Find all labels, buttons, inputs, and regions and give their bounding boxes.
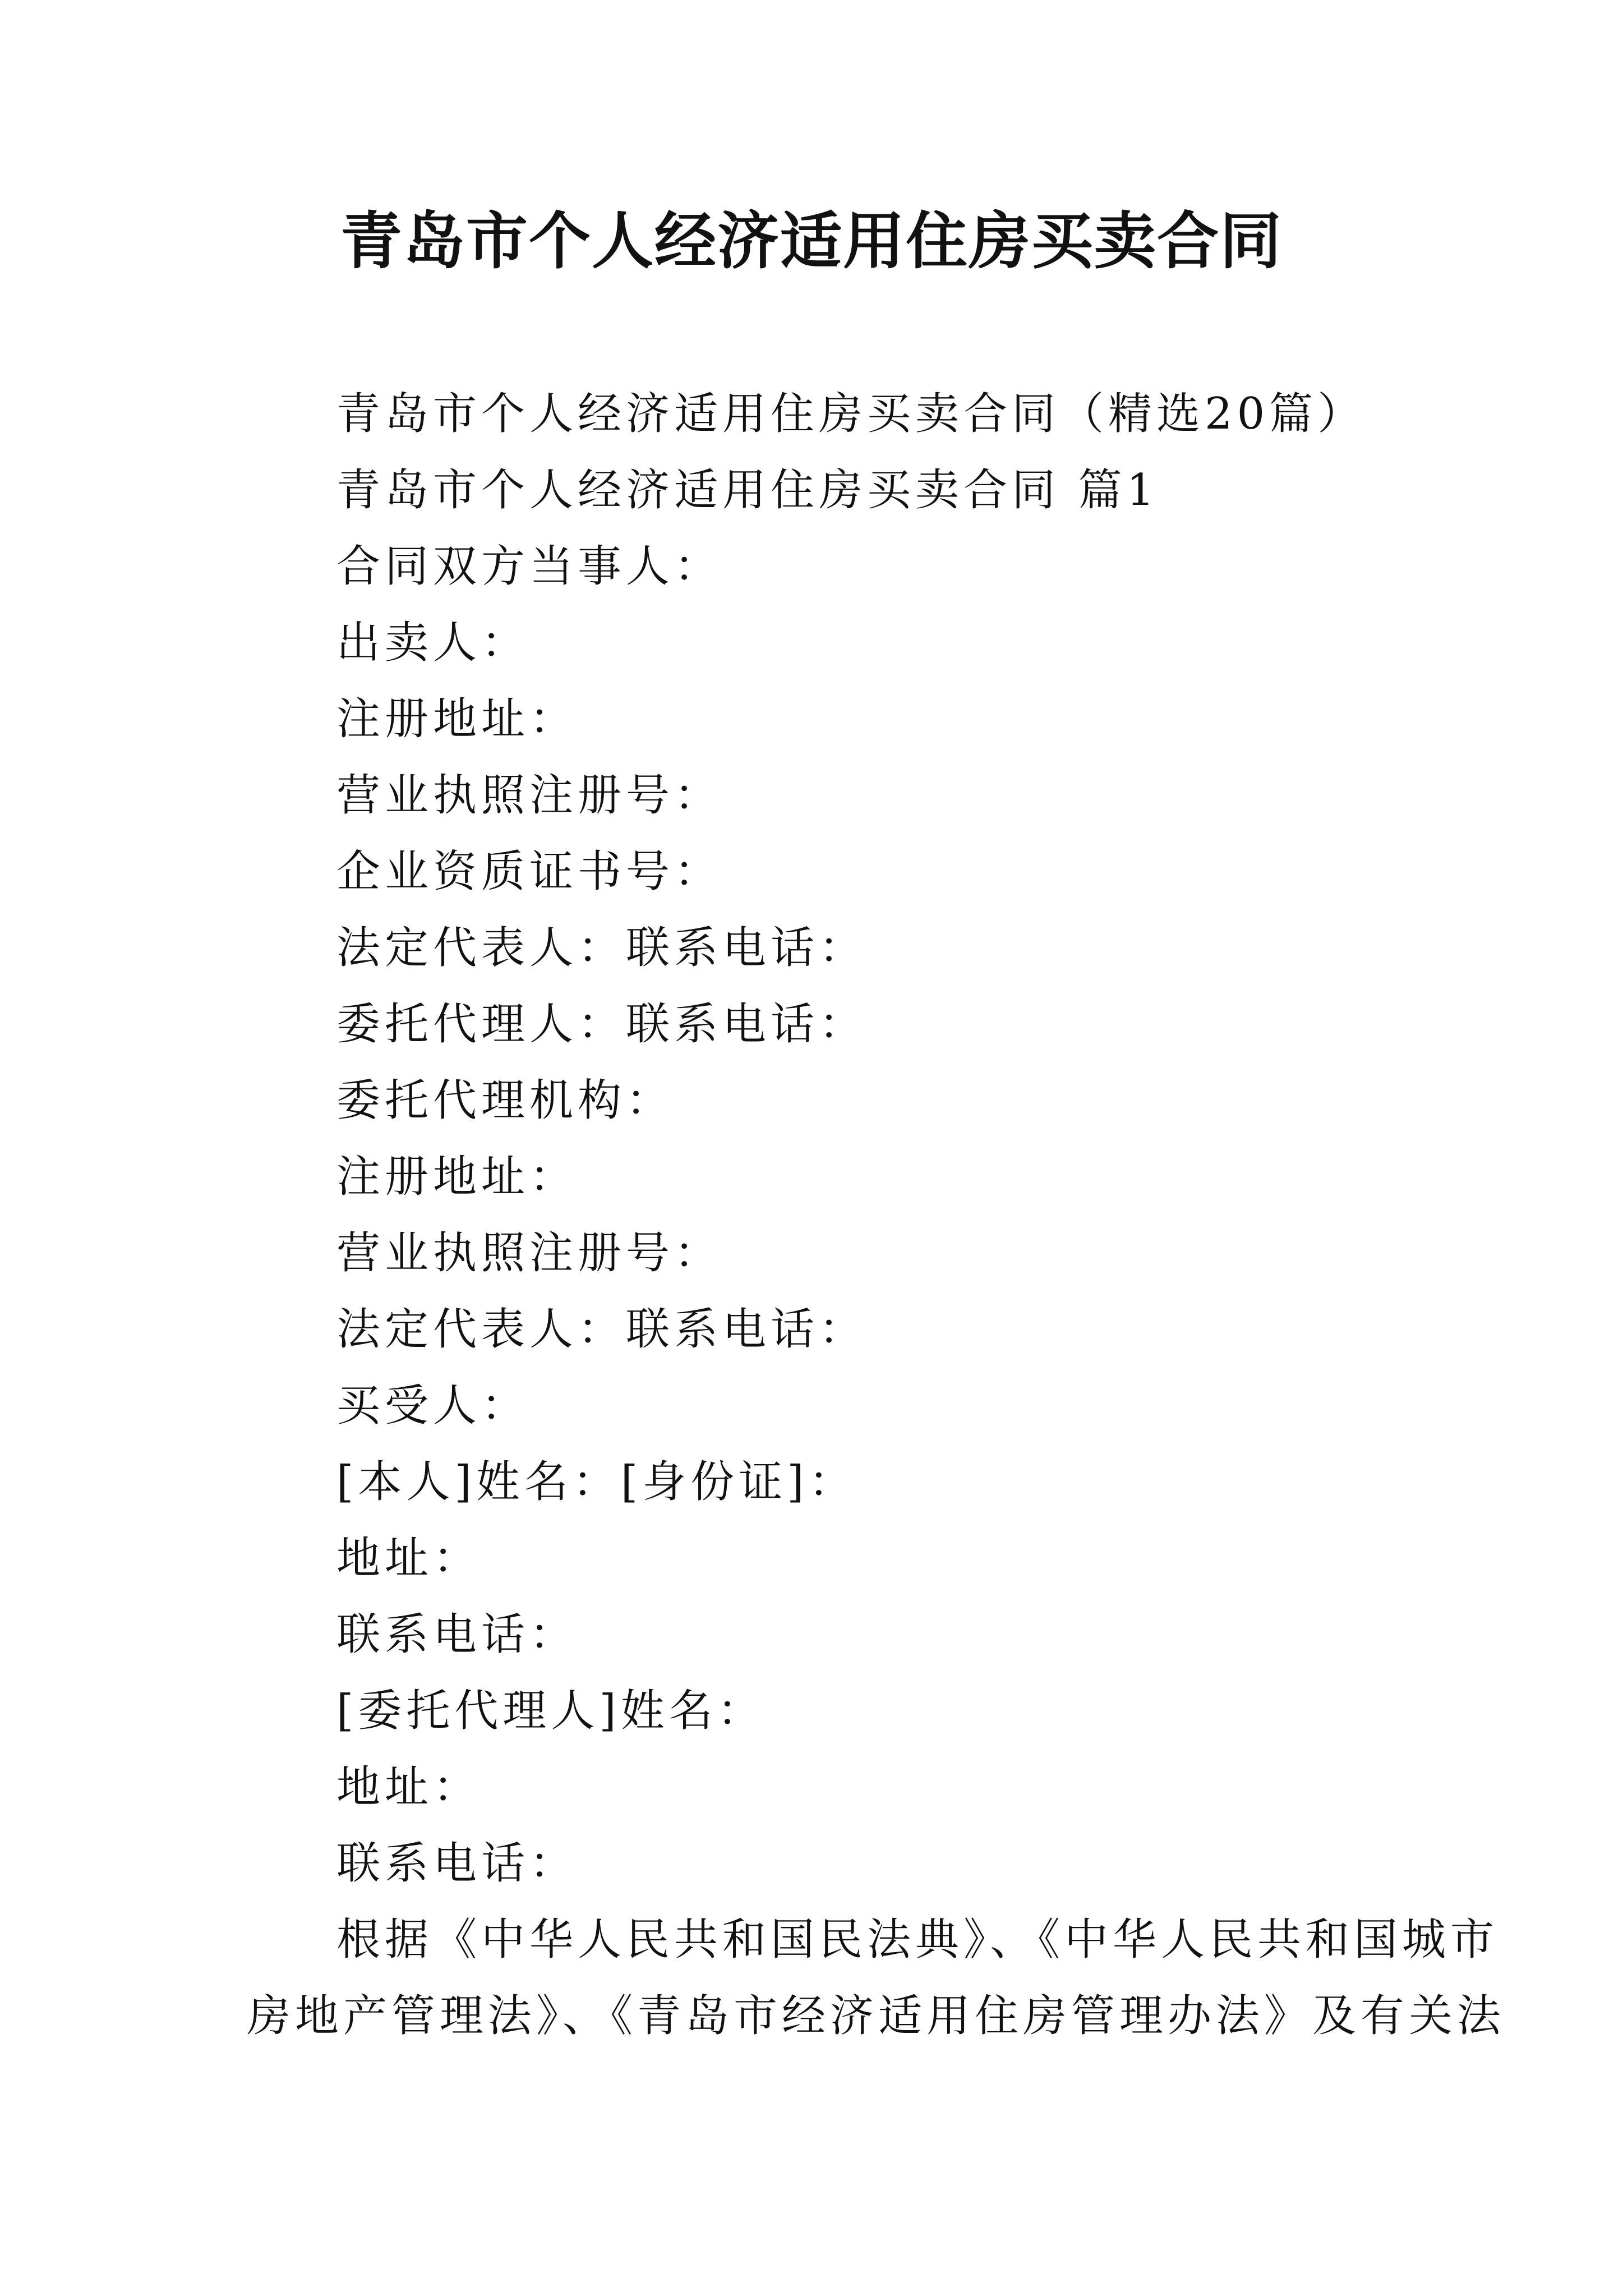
text-line-agency-legal-rep: 法定代表人：联系电话：: [336, 1304, 868, 1355]
text-line-buyer: 买受人：: [336, 1381, 530, 1431]
text-line-agency-license: 营业执照注册号：: [336, 1228, 723, 1278]
text-line-parties: 合同双方当事人：: [336, 541, 723, 592]
text-line-legal-rep: 法定代表人：联系电话：: [336, 923, 868, 973]
text-line-subtitle: 青岛市个人经济适用住房买卖合同（精选20篇）: [336, 389, 1366, 439]
text-line-buyer-agent: [委托代理人]姓名：: [336, 1686, 766, 1736]
text-line-buyer-phone: 联系电话：: [336, 1609, 578, 1660]
paragraph-line-1: 根据《中华人民共和国民法典》、《中华人民共和国城市: [336, 1915, 1499, 1965]
text-line-registered-address: 注册地址：: [336, 694, 578, 744]
document-body: [247, 376, 1506, 2054]
text-line-seller: 出卖人：: [336, 618, 530, 668]
closing-paragraph: [247, 1902, 1506, 2054]
text-line-business-license: 营业执照注册号：: [336, 770, 723, 821]
text-line-section-heading: 青岛市个人经济适用住房买卖合同 篇1: [336, 465, 1159, 516]
document-title: 青岛市个人经济适用住房买卖合同: [340, 205, 1283, 277]
text-line-agency: 委托代理机构：: [336, 1075, 675, 1126]
text-line-agent: 委托代理人：联系电话：: [336, 999, 868, 1050]
text-line-agency-address: 注册地址：: [336, 1152, 578, 1202]
paragraph-line-2: 房地产管理法》、《青岛市经济适用住房管理办法》及有关法: [247, 1991, 1506, 2041]
text-line-buyer-name-id: [本人]姓名：[身份证]：: [336, 1457, 857, 1507]
text-line-buyer-address: 地址：: [336, 1533, 482, 1584]
text-line-qualification-cert: 企业资质证书号：: [336, 846, 723, 897]
text-line-buyer-agent-phone: 联系电话：: [336, 1838, 578, 1889]
text-line-buyer-agent-address: 地址：: [336, 1762, 482, 1812]
